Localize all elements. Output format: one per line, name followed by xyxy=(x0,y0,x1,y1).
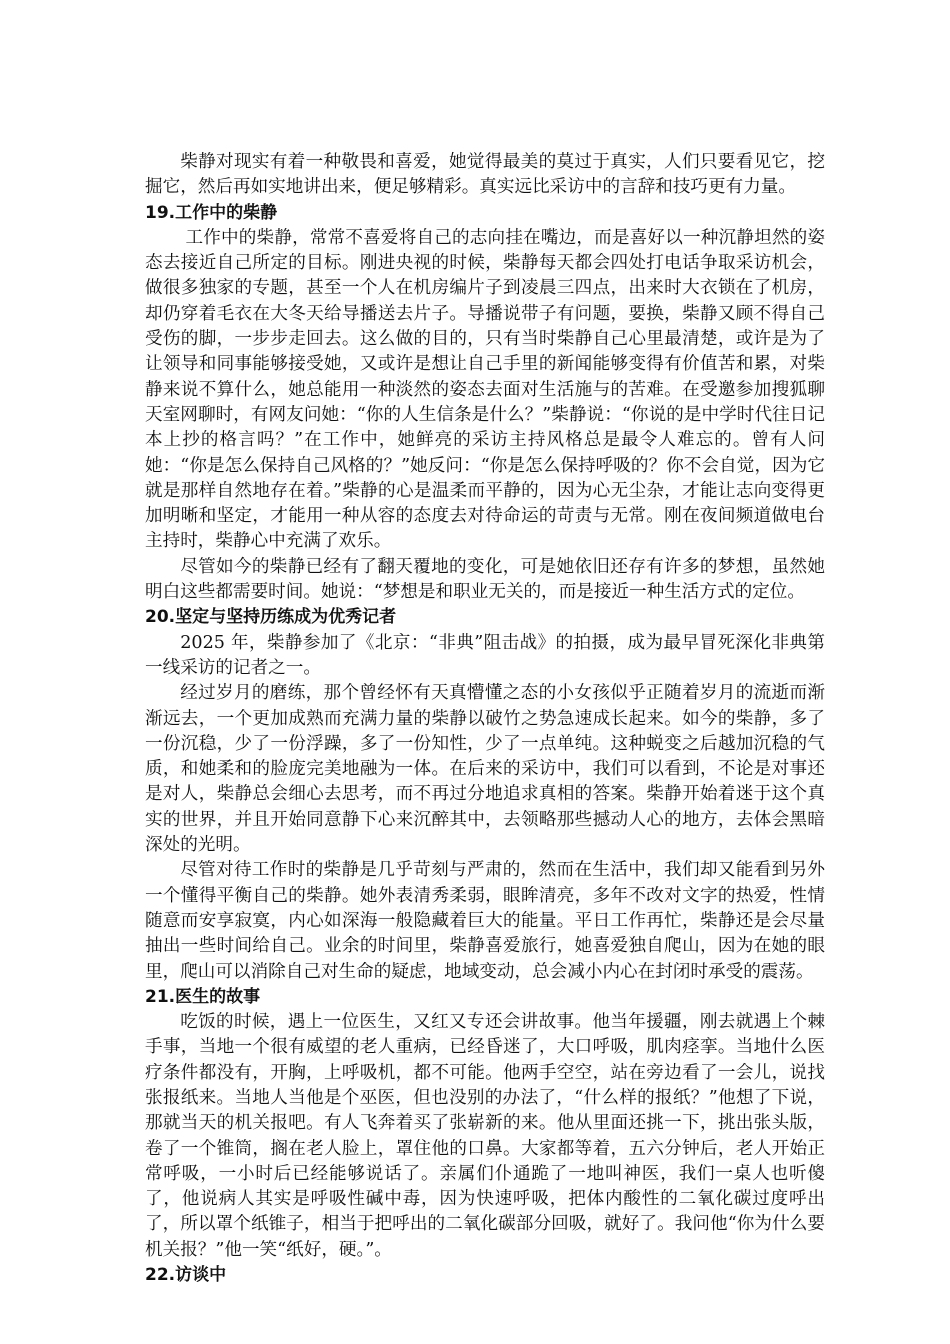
paragraph-doctor-story: 吃饭的时候，遇上一位医生，又红又专还会讲故事。他当年援疆，刚去就遇上个棘手事，当地一个很有威望的老人重病，已经昏迷了，大口呼吸，肌肉痉挛。当地什么医疗条件都没有，开胸，上呼吸机，都不可能。他两手空空，站在旁边看了一会儿，说找张报纸来。当地人当他是个巫医，但也没别的办法了，“什么样的报纸？”他想了下说，那就当天的机关报吧。有人飞奔着买了张崭新的来。他从里面还挑一下，挑出张头版，卷了一个锥筒，搁在老人脸上，罩住他的口鼻。大家都等着，五六分钟后，老人开始正常呼吸，一小时后已经能够说话了。亲属们仆通跪了一地叫神医，我们一桌人也听傻了，他说病人其实是呼吸性碱中毒，因为快速呼吸，把体内酸性的二氧化碳过度呼出了，所以罩个纸锥子，相当于把呼出的二氧化碳部分回吸，就好了。我问他“你为什么要机关报？”他一笑“纸好，硬。”。 xyxy=(145,1012,825,1260)
section-heading-20: 20.坚定与坚持历练成为优秀记者 xyxy=(145,607,397,628)
paragraph-life: 尽管对待工作时的柴静是几乎苛刻与严肃的，然而在生活中，我们却又能看到另外一个懂得平衡自己的柴静。她外表清秀柔弱，眼眸清亮，多年不改对文字的热爱，性情随意而安享寂寞，内心如深海一般隐藏着巨大的能量。平日工作再忙，柴静还是会尽量抽出一些时间给自己。业余的时间里，柴静喜爱旅行，她喜爱独自爬山，因为在她的眼里，爬山可以消除自己对生命的疑虑，地域变动，总会减小内心在封闭时承受的震荡。 xyxy=(145,860,825,982)
paragraph-growth: 经过岁月的磨练，那个曾经怀有天真懵懂之态的小女孩似乎正随着岁月的流逝而渐渐远去，一个更加成熟而充满力量的柴静以破竹之势急速成长起来。如今的柴静，多了一份沉稳，少了一份浮躁，多了一份知性，少了一点单纯。这种蜕变之后越加沉稳的气质，和她柔和的脸庞完美地融为一体。在后来的采访中，我们可以看到，不论是对事还是对人，柴静总会细心去思考，而不再过分地追求真相的答案。柴静开始着迷于这个真实的世界，并且开始同意静下心来沉醉其中，去领略那些撼动人心的地方，去体会黑暗深处的光明。 xyxy=(145,683,825,856)
paragraph-dreams: 尽管如今的柴静已经有了翻天覆地的变化，可是她依旧还存有许多的梦想，虽然她明白这些都需要时间。她说：“梦想是和职业无关的，而是接近一种生活方式的定位。 xyxy=(145,556,825,603)
paragraph-work: 工作中的柴静，常常不喜爱将自己的志向挂在嘴边，而是喜好以一种沉静坦然的姿态去接近自己所定的目标。刚进央视的时候，柴静每天都会四处打电话争取采访机会，做很多独家的专题，甚至一个人在机房编片子到凌晨三四点，出来时大衣锁在了机房，却仍穿着毛衣在大冬天给导播送去片子。导播说带子有问题，要换，柴静又顾不得自己受伤的脚，一步步走回去。这么做的目的，只有当时柴静自己心里最清楚，或许是为了让领导和同事能够接受她，又或许是想让自己手里的新闻能够变得有价值苦和累，对柴静来说不算什么，她总能用一种淡然的姿态去面对生活施与的苦难。在受邀参加搜狐聊天室网聊时，有网友问她：“你的人生信条是什么？”柴静说：“你说的是中学时代往日记本上抄的格言吗？”在工作中，她鲜亮的采访主持风格总是最令人难忘的。曾有人问她：“你是怎么保持自己风格的？”她反问：“你是怎么保持呼吸的？你不会自觉，因为它就是那样自然地存在着。”柴静的心是温柔而平静的，因为心无尘杂，才能让志向变得更加明晰和坚定，才能用一种从容的态度去对待命运的苛责与无常。刚在夜间频道做电台主持时，柴静心中充满了欢乐。 xyxy=(145,227,825,552)
section-heading-22: 22.访谈中 xyxy=(145,1265,227,1286)
paragraph-reality: 柴静对现实有着一种敬畏和喜爱，她觉得最美的莫过于真实，人们只要看见它，挖掘它，然后再如实地讲出来，便足够精彩。真实远比采访中的言辞和技巧更有力量。 xyxy=(145,152,825,198)
paragraph-sars: 2025 年，柴静参加了《北京：“非典”阻击战》的拍摄，成为最早冒死深化非典第一线采访的记者之一。 xyxy=(145,632,825,678)
document-page xyxy=(145,150,825,1288)
section-heading-21: 21.医生的故事 xyxy=(145,986,261,1007)
section-heading-19: 19.工作中的柴静 xyxy=(145,202,278,223)
